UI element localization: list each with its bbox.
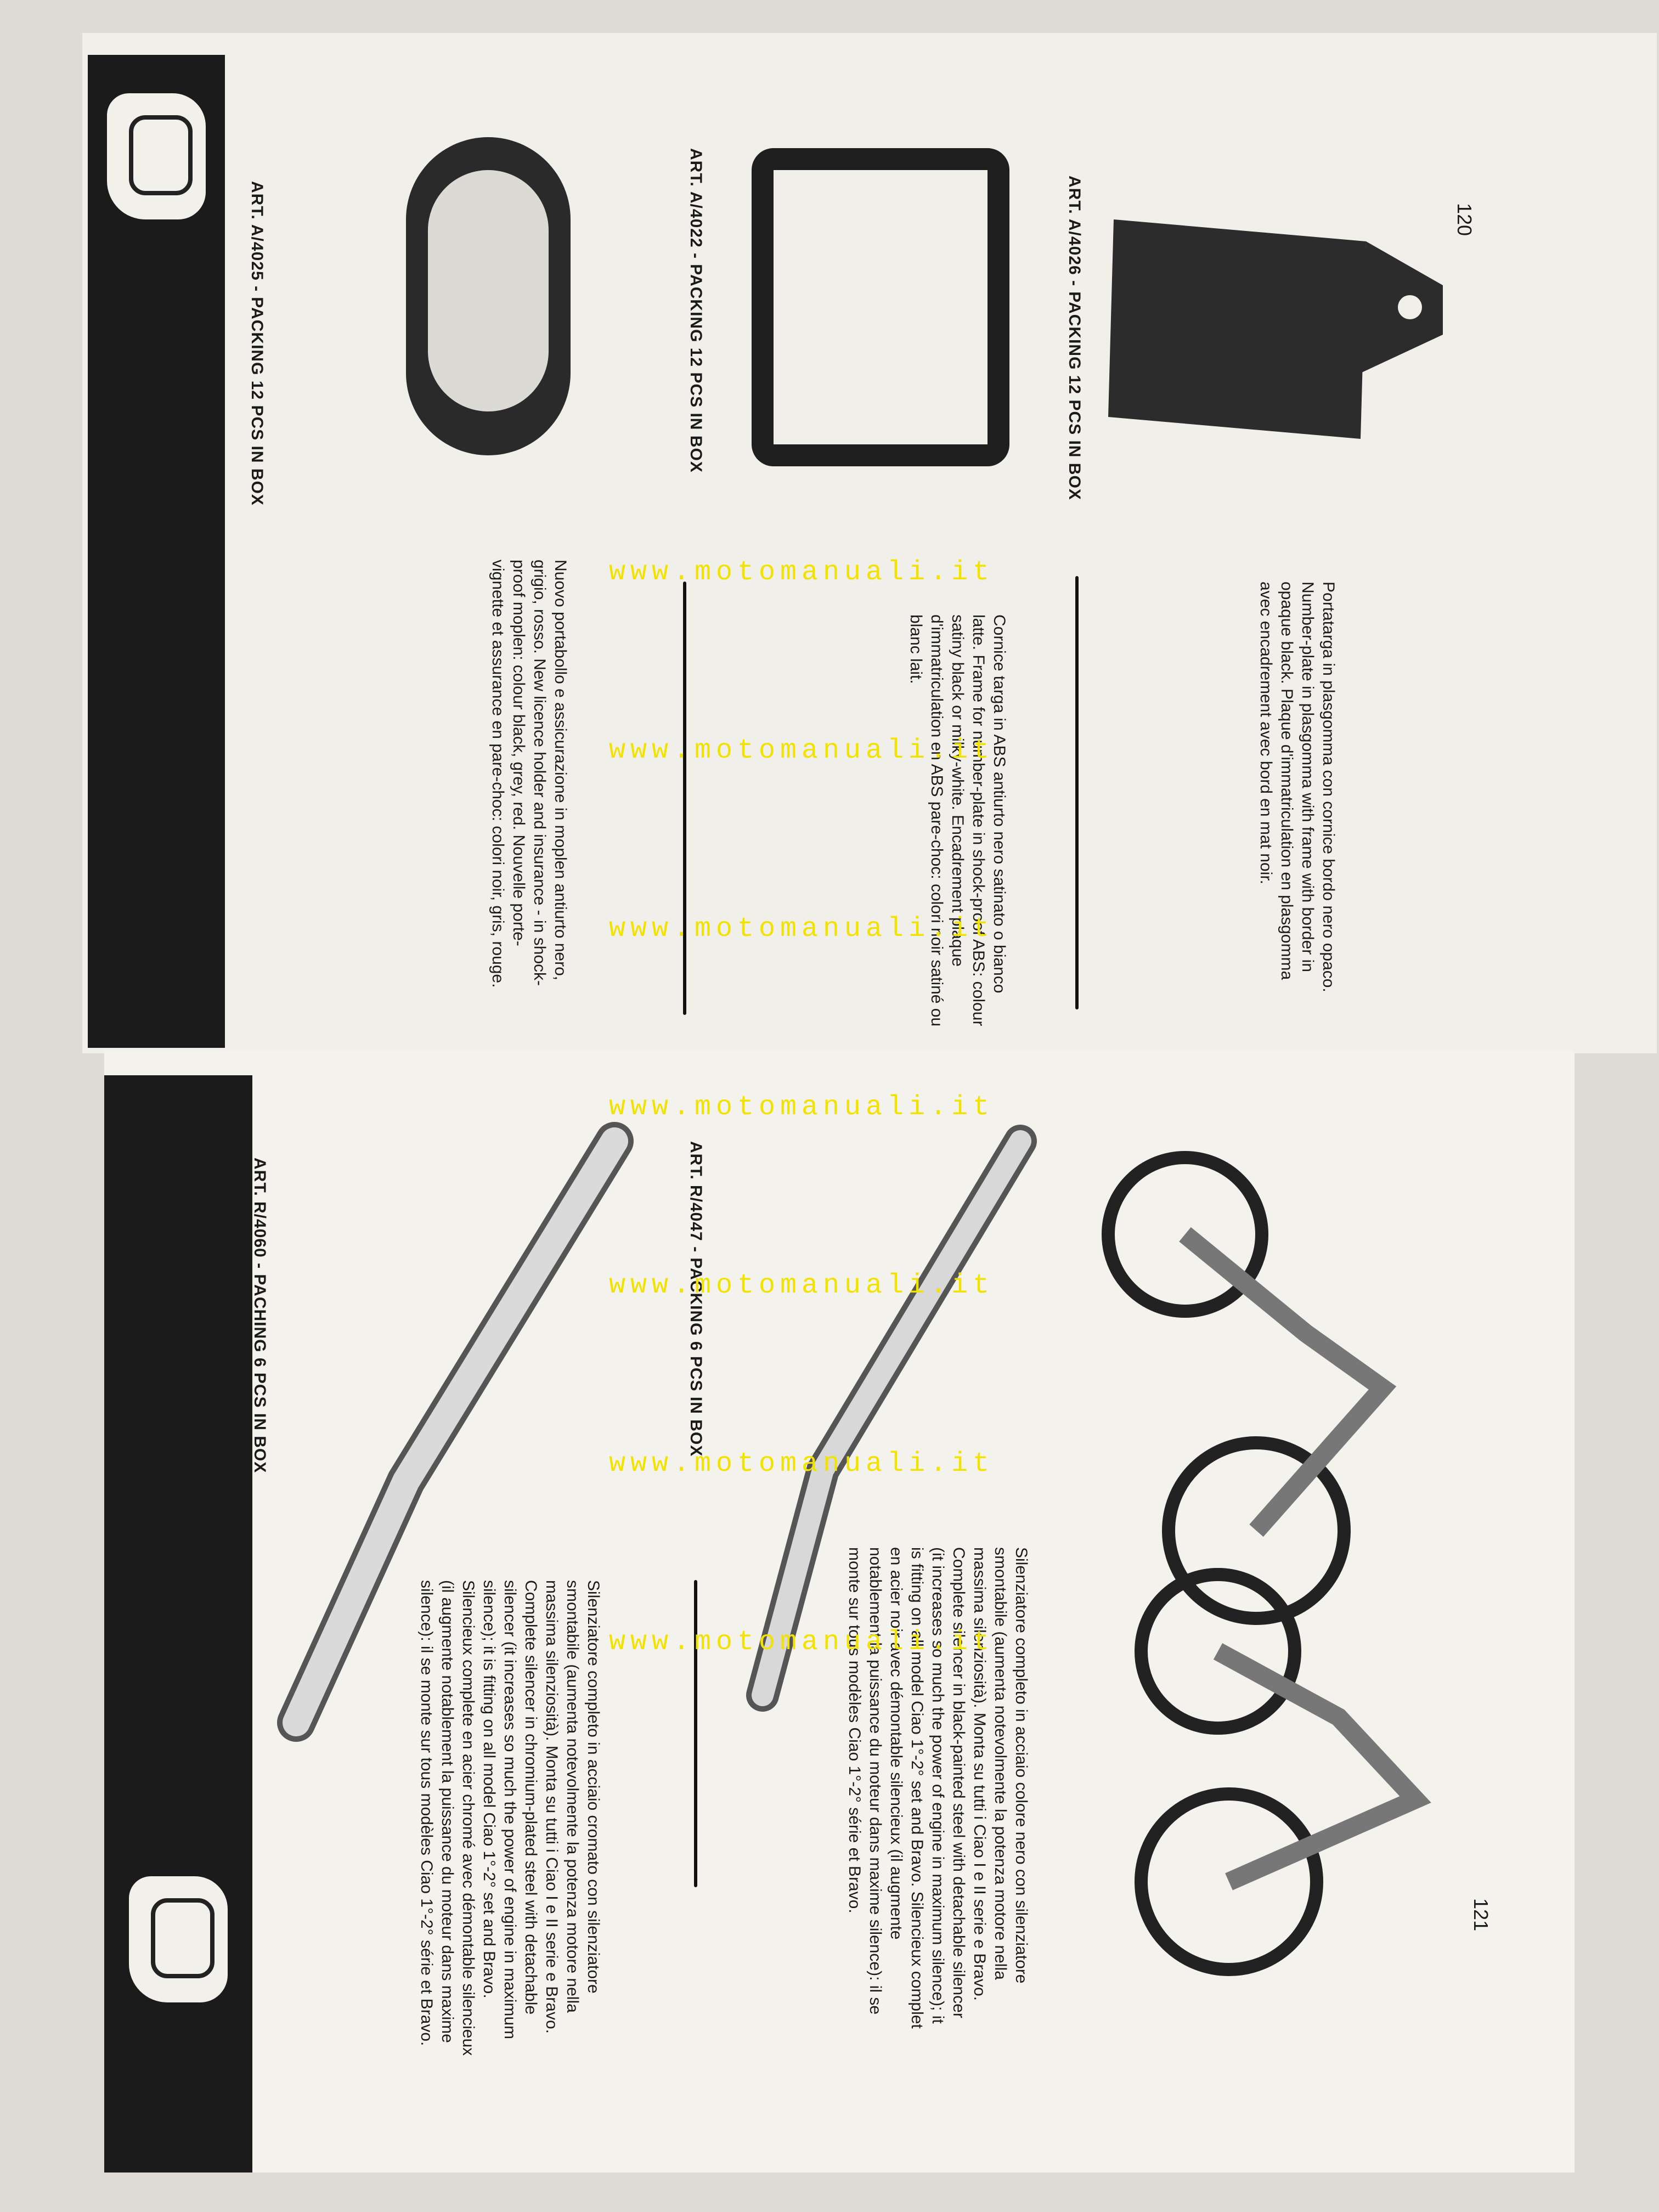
right-page-spine bbox=[104, 1075, 252, 2172]
watermark: www.motomanuali.it bbox=[609, 735, 995, 766]
left-page-spine bbox=[88, 55, 225, 1048]
watermark: www.motomanuali.it bbox=[609, 913, 995, 945]
watermark: www.motomanuali.it bbox=[609, 1092, 995, 1123]
article-heading: ART. A/4022 - PACKING 12 PCS IN BOX bbox=[687, 148, 705, 473]
article-heading: ART. A/4026 - PACKING 12 PCS IN BOX bbox=[1065, 176, 1084, 500]
article-description: Portatarga in plasgomma con cornice bordo nero opaco. Number-plate in plasgomma with frame with border in opaque black. Plaque d'immatriculation en plasgomma avec encadrement avec bord en mat noir. bbox=[1257, 582, 1338, 992]
divider-line bbox=[1075, 576, 1079, 1009]
watermark: www.motomanuali.it bbox=[609, 557, 995, 588]
far-logo bbox=[129, 1876, 228, 2002]
article-description: Nuovo portabollo e assicurazione in moplen antiurto nero, grigio, rosso. New licence holder and insurance - in shock-proof moplen: colour black, grey, red. Nouvelle porte-vignette et assurance en pare-choc: colori noir, gris, rouge. bbox=[489, 560, 569, 988]
article-heading: ART. R/4047 - PACKING 6 PCS IN BOX bbox=[687, 1141, 705, 1457]
article-description: Silenziatore completo in acciaio cromato con silenziatore smontabile (aumenta notevolmente la potenza motore nella massima silenziosità). Monta su tutti i Ciao I e II serie e Bravo. Complete silencer in chromium-plated steel with detachable silencer (it increases so much the power of engine in maximum silence); it is fitting on all model Ciao 1°-2° set and Bravo. Silencieux complete en acier chromé avec démontable silencieux (il augmente notablement la puissance du moteur dans maxime silence): il se monte sur tous modèles Ciao 1°-2° série et Bravo. bbox=[417, 1580, 602, 2056]
page-number-right: 121 bbox=[1470, 1898, 1492, 1932]
article-heading: ART. R/4060 - PACHING 6 PCS IN BOX bbox=[251, 1158, 269, 1474]
article-heading: ART. A/4025 - PACKING 12 PCS IN BOX bbox=[248, 181, 266, 506]
moped-illustration bbox=[1075, 1125, 1525, 1980]
article-description: Cornice targa in ABS antiurto nero satinato o bianco latte. Frame for number-plate in shock-proof ABS: colour satiny black or milky-white. Encadrement plaque d'immatriculation en ABS pare-choc: colori noir satiné ou blanc lait. bbox=[907, 614, 1008, 1027]
licence-holder-image bbox=[395, 126, 582, 466]
watermark: www.motomanuali.it bbox=[609, 1627, 995, 1658]
page-number-left: 120 bbox=[1453, 203, 1476, 236]
article-description: Silenziatore completo in acciaio colore nero con silenziatore smontabile (aumenta notevolmente la potenza motore nella massima silenziosità). Monta su tutti i Ciao I e II serie e Bravo. Complete silencer in black-painted steel with detachable silencer (it increases so much the power of engine in maximum silence); it is fitting on all model Ciao 1°-2° set and Bravo. Silencieux complet en acier noir avec démontable silencieux (il augmente notablement la puissance du moteur dans maxime silence): il se monte sur tous modèles Ciao 1°-2° série et Bravo. bbox=[845, 1547, 1030, 2029]
number-plate-holder-image bbox=[1103, 208, 1454, 444]
far-logo bbox=[107, 93, 206, 219]
number-plate-frame-image bbox=[752, 148, 1015, 466]
divider-line bbox=[683, 582, 686, 1015]
watermark: www.motomanuali.it bbox=[609, 1448, 995, 1480]
watermark: www.motomanuali.it bbox=[609, 1270, 995, 1301]
divider-line bbox=[694, 1580, 697, 1887]
